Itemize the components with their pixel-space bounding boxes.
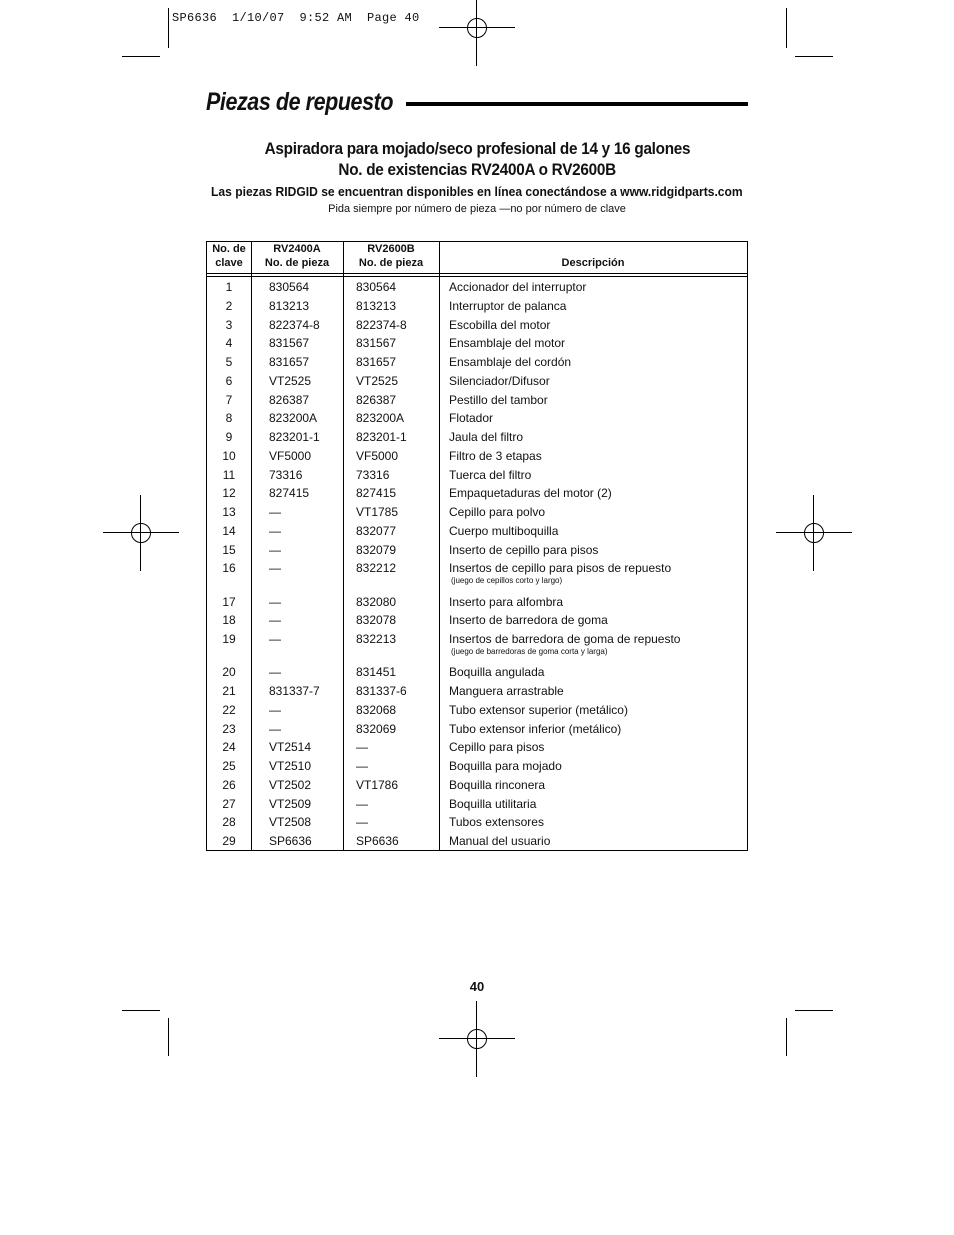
key-cell: 20 [222,665,236,680]
key-cell: 6 [225,373,233,388]
rv2400a-part-cell: — [269,613,281,628]
online-parts-notice [0,184,954,199]
key-cell: 8 [225,411,233,426]
header-rv2600b-line2: No. de pieza [358,257,424,269]
rv2600b-part-cell: — [356,759,368,773]
rv2600b-part-cell: 831337-6 [356,684,407,698]
table-row [207,593,747,612]
crop-mark [122,1010,160,1011]
rv2400a-part-cell: VT2510 [269,759,312,773]
rv2400a-part-cell: 822374-8 [269,317,320,332]
crop-mark [795,56,833,57]
description-cell: Silenciador/Difusor [449,373,550,388]
rv2600b-part-cell: 832077 [356,523,397,538]
description-cell: Pestillo del tambor [449,392,548,407]
table-row [207,522,747,541]
rv2600b-part-cell: — [356,796,368,811]
rv2600b-part-cell: 826387 [356,392,397,407]
key-cell: 22 [222,702,236,717]
parts-table [206,241,748,851]
rv2600b-part-cell: SP6636 [356,834,399,848]
table-row [207,353,747,372]
key-cell: 14 [222,523,236,538]
table-row [207,334,747,353]
description-cell: Insertos de cepillo para pisos de repuesto [449,561,672,576]
header-description [439,242,747,274]
table-row [207,484,747,503]
rv2400a-part-cell: 830564 [269,280,310,294]
key-cell: 11 [222,467,236,482]
table-row [207,701,747,720]
table-row [207,630,747,656]
crop-mark [168,1018,169,1056]
online-parts-notice-text: Las piezas RIDGID se encuentran disponibles en línea conectándose a www.ridgidparts.com [211,184,743,199]
rv2400a-part-cell: — [269,665,281,680]
description-cell: Jaula del filtro [449,430,524,444]
description-cell: Accionador del interruptor [449,280,587,294]
rv2400a-part-cell: VT2502 [269,777,312,792]
rv2600b-part-cell: 823200A [356,411,405,426]
description-cell: Manual del usuario [449,834,551,848]
key-cell: 23 [222,721,236,736]
table-row [207,663,747,682]
rv2400a-part-cell: 823200A [269,411,318,426]
registration-mark-bottom [439,1001,515,1077]
rv2600b-part-cell: 831657 [356,355,397,369]
rv2400a-part-cell: — [269,505,281,519]
crop-mark [122,56,160,57]
table-row [207,316,747,335]
crop-mark [786,8,787,48]
key-cell: 25 [222,759,236,773]
rv2600b-part-cell: 832212 [356,561,397,576]
rv2400a-part-cell: VT2514 [269,740,312,755]
description-note: (juego de cepillos corto y largo) [451,576,563,586]
header-rv2400a-line2: No. de pieza [264,257,330,269]
rv2400a-part-cell: 831337-7 [269,684,320,698]
rv2600b-part-cell: VT1786 [356,777,399,792]
title-rule [406,102,748,106]
description-cell: Inserto de barredora de goma [449,613,608,628]
table-row [207,297,747,316]
rv2600b-part-cell: 822374-8 [356,317,407,332]
description-cell: Filtro de 3 etapas [449,448,542,463]
key-cell: 13 [222,505,236,519]
key-cell: 24 [222,740,236,755]
crop-mark [795,1010,833,1011]
rv2400a-part-cell: 831567 [269,336,310,351]
rv2400a-part-cell: — [269,561,281,576]
rv2600b-part-cell: 832069 [356,721,397,736]
table-row [207,776,747,795]
crop-mark [786,1018,787,1056]
rv2400a-part-cell: 813213 [269,298,310,313]
registration-mark-left [103,495,179,571]
key-cell: 16 [222,561,236,576]
description-cell: Tubo extensor superior (metálico) [449,702,628,717]
table-row [207,409,747,428]
rv2600b-part-cell: VT2525 [356,373,399,388]
description-cell: Flotador [449,411,494,426]
key-cell: 1 [225,280,233,294]
order-note: Pida siempre por número de pieza —no por número de clave [328,203,626,215]
rv2600b-part-cell: 832080 [356,594,397,609]
table-row [207,372,747,391]
rv2400a-part-cell: — [269,523,281,538]
rv2600b-part-cell: 831567 [356,336,397,351]
description-cell: Boquilla angulada [449,665,545,680]
rv2600b-part-cell: 827415 [356,486,397,501]
description-cell: Empaquetaduras del motor (2) [449,486,612,501]
key-cell: 29 [222,834,236,848]
description-cell: Boquilla rinconera [449,777,546,792]
rv2400a-part-cell: 827415 [269,486,310,501]
rv2400a-part-cell: — [269,542,281,557]
table-row [207,757,747,776]
description-cell: Boquilla utilitaria [449,796,537,811]
rv2600b-part-cell: 823201-1 [356,430,407,444]
key-cell: 19 [222,632,236,646]
description-cell: Cepillo para polvo [449,505,546,519]
table-row [207,682,747,701]
key-cell: 15 [222,542,236,557]
product-heading-line2: No. de existencias RV2400A o RV2600B [338,160,616,179]
table-row [207,447,747,466]
header-key [207,242,251,274]
key-cell: 18 [222,613,236,628]
table-row [207,611,747,630]
key-cell: 9 [225,430,233,444]
print-header-stamp: SP6636 1/10/07 9:52 AM Page 40 [172,11,420,25]
key-cell: 12 [222,486,236,501]
rv2400a-part-cell: 831657 [269,355,310,369]
key-cell: 26 [222,777,236,792]
description-cell: Escobilla del motor [449,317,551,332]
header-rv2400a [251,242,343,274]
table-row [207,813,747,832]
table-row [207,541,747,560]
rv2600b-part-cell: 831451 [356,665,397,680]
table-row [207,466,747,485]
table-row [207,795,747,814]
description-cell: Cuerpo multiboquilla [449,523,559,538]
description-cell: Manguera arrastrable [449,684,564,698]
key-cell: 5 [225,355,233,369]
rv2600b-part-cell: 832079 [356,542,397,557]
rv2600b-part-cell: VT1785 [356,505,399,519]
header-rule [207,276,747,277]
rv2400a-part-cell: VT2508 [269,815,312,830]
registration-mark-right [776,495,852,571]
key-cell: 7 [225,392,233,407]
rv2600b-part-cell: 813213 [356,298,397,313]
table-row [207,278,747,297]
description-cell: Tubo extensor inferior (metálico) [449,721,622,736]
key-cell: 21 [222,684,236,698]
rv2600b-part-cell: 832078 [356,613,397,628]
key-cell: 28 [222,815,236,830]
header-key-line1: No. de [212,243,246,255]
key-cell: 2 [225,298,233,313]
header-key-line2: clave [215,257,243,269]
header-rv2600b-line1: RV2600B [367,243,415,255]
rv2400a-part-cell: — [269,721,281,736]
description-cell: Boquilla para mojado [449,759,562,773]
page-title: Piezas de repuesto [206,88,394,116]
rv2600b-part-cell: VF5000 [356,448,399,463]
key-cell: 27 [222,796,236,811]
rv2600b-part-cell: 73316 [356,467,390,482]
key-cell: 10 [222,448,236,463]
rv2400a-part-cell: VF5000 [269,448,312,463]
key-cell: 4 [225,336,233,351]
rv2600b-part-cell: — [356,815,368,830]
model-heading [0,160,954,180]
rv2600b-part-cell: — [356,740,368,755]
header-description-label: Descripción [561,257,625,269]
description-cell: Interruptor de palanca [449,298,567,313]
description-cell: Ensamblaje del cordón [449,355,572,369]
description-note: (juego de barredoras de goma corta y larga) [451,647,608,656]
rv2400a-part-cell: — [269,594,281,609]
crop-mark [168,8,169,48]
rv2400a-part-cell: SP6636 [269,834,312,848]
table-row [207,503,747,522]
product-heading [0,139,954,159]
description-cell: Inserto para alfombra [449,594,564,609]
key-cell: 3 [225,317,233,332]
description-cell: Tuerca del filtro [449,467,532,482]
rv2400a-part-cell: 826387 [269,392,310,407]
description-cell: Ensamblaje del motor [449,336,566,351]
rv2400a-part-cell: VT2509 [269,796,312,811]
table-row [207,720,747,739]
description-cell: Cepillo para pisos [449,740,545,755]
description-cell: Inserto de cepillo para pisos [449,542,599,557]
table-row [207,428,747,447]
rv2400a-part-cell: — [269,702,281,717]
rv2400a-part-cell: 823201-1 [269,430,320,444]
rv2600b-part-cell: 830564 [356,280,397,294]
table-row [207,391,747,410]
table-row [207,559,747,586]
header-rv2400a-line1: RV2400A [273,243,321,255]
rv2600b-part-cell: 832213 [356,632,397,646]
product-heading-line1: Aspiradora para mojado/seco profesional de 14 y 16 galones [264,139,690,158]
description-cell: Tubos extensores [449,815,544,830]
rv2400a-part-cell: 73316 [269,467,303,482]
rv2600b-part-cell: 832068 [356,702,397,717]
key-cell: 17 [222,594,236,609]
description-cell: Insertos de barredora de goma de repuesto [449,632,681,646]
page-number: 40 [469,979,485,994]
table-row [207,832,747,851]
rv2400a-part-cell: — [269,632,281,646]
registration-mark-top [439,0,515,66]
table-row [207,738,747,757]
rv2400a-part-cell: VT2525 [269,373,312,388]
header-rv2600b [343,242,439,274]
